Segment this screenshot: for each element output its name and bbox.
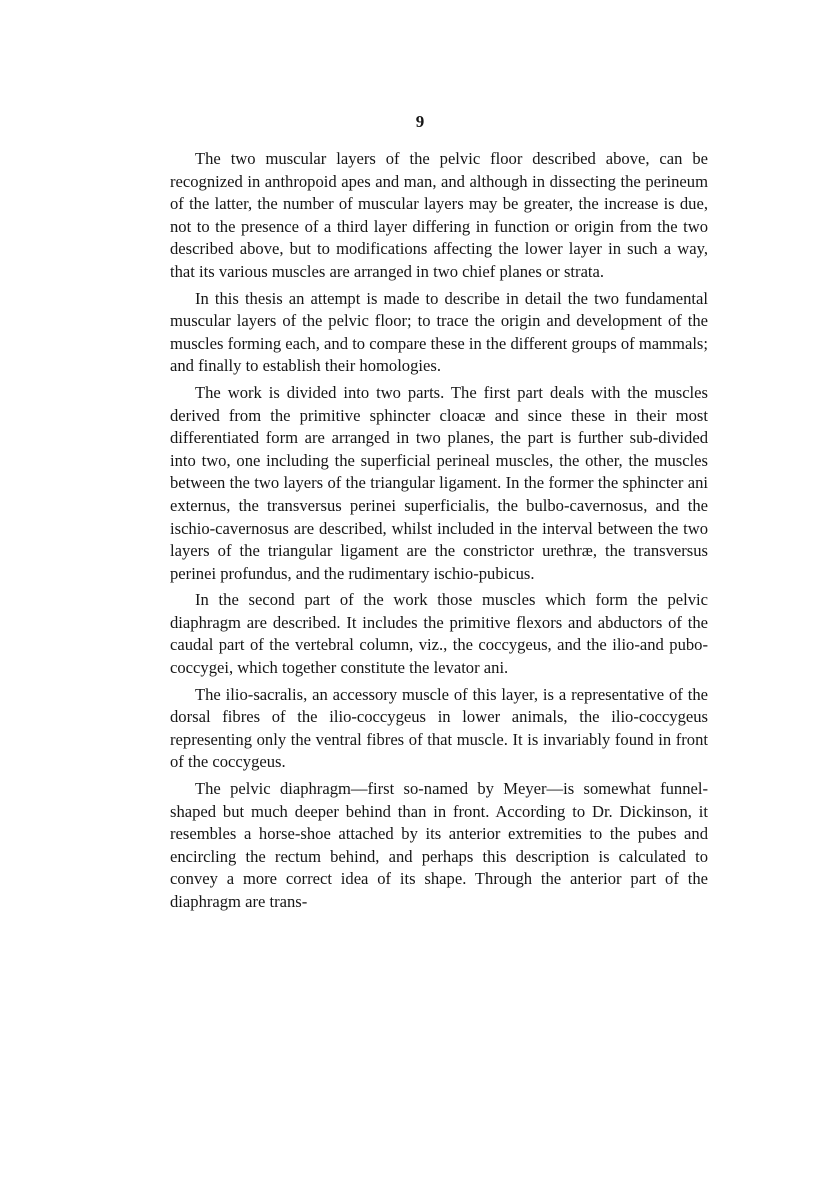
- paragraph-pelvic-floor-layers: The two muscular layers of the pelvic floor described above, can be recognized in anthropoid apes and man, and although in dissecting the perineum of the latter, the number of muscular layers may be greater, the increase is due, not to the presence of a third layer differing in function or origin from the two described above, but to modifications affecting the lower layer in such a way, that its various muscles are arranged in two chief planes or strata.: [170, 149, 708, 281]
- paragraph-ilio-sacralis: The ilio-sacralis, an accessory muscle of this layer, is a representative of the dorsal fibres of the ilio-coccygeus in lower animals, the ilio-coccygeus representing only the ventral fibres of that muscle. It is invariably found in front of the coccygeus.: [170, 684, 708, 772]
- paragraph-thesis-aim: In this thesis an attempt is made to describe in detail the two fundamental muscular layers of the pelvic floor; to trace the origin and development of the muscles forming each, and to compare these in the different groups of mammals; and finally to establish their homologies.: [170, 288, 708, 376]
- page-number: 9: [415, 112, 425, 131]
- body-text: [170, 148, 708, 918]
- paragraph-pelvic-diaphragm: The pelvic diaphragm—first so-named by Meyer—is somewhat funnel-shaped but much deeper behind than in front. According to Dr. Dickinson, it resembles a horse-shoe attached by its anterior extremities to the pubes and encircling the rectum behind, and perhaps this description is calculated to convey a more correct idea of its shape. Through the anterior part of the diaphragm are trans-: [170, 779, 708, 911]
- paragraph-work-division: The work is divided into two parts. The first part deals with the muscles derived from the primitive sphincter cloacæ and since these in their most differentiated form are arranged in two planes, the part is further sub-divided into two, one including the superficial perineal muscles, the other, the muscles between the two layers of the triangular ligament. In the former the sphincter ani externus, the transversus perinei superficialis, the bulbo-cavernosus, and the ischio-cavernosus are described, whilst included in the interval between the two layers of the triangular ligament are the constrictor urethræ, the transversus perinei profundus, and the rudimentary ischio-pubicus.: [170, 382, 708, 583]
- paragraph-second-part: In the second part of the work those muscles which form the pelvic diaphragm are described. It includes the primitive flexors and abductors of the caudal part of the vertebral column, viz., the coccygeus, and the ilio-and pubo-coccygei, which together constitute the levator ani.: [170, 590, 708, 678]
